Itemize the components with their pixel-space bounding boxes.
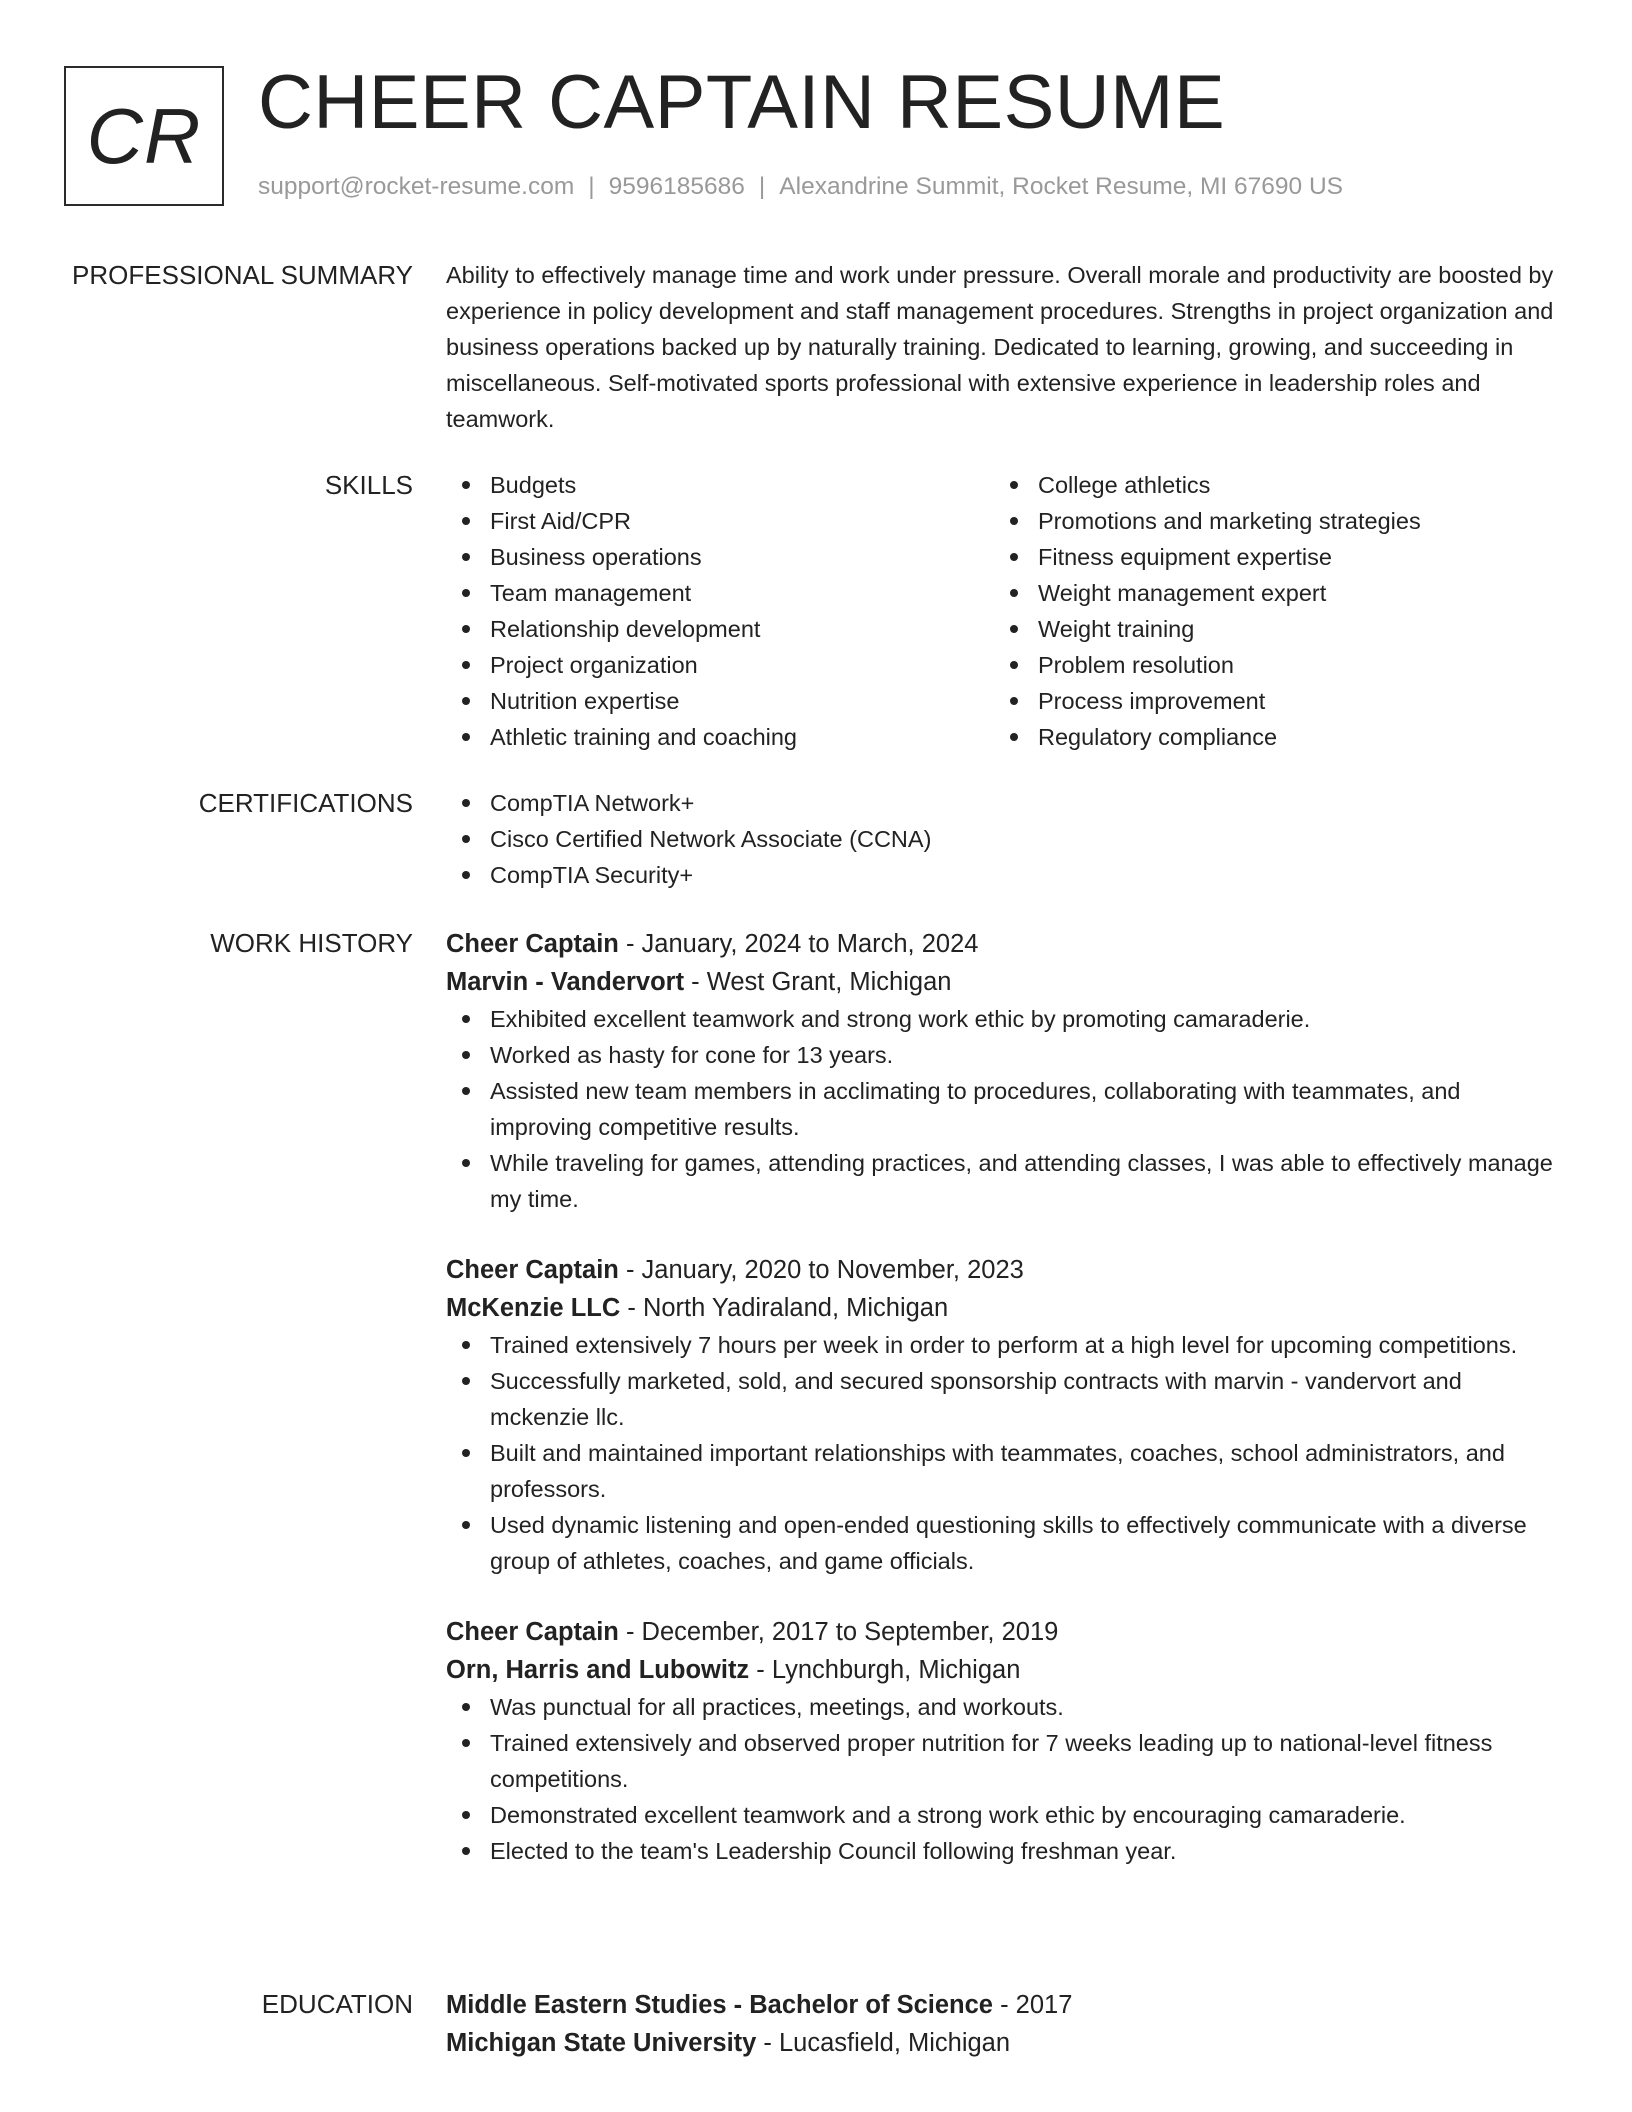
job-title-line xyxy=(446,925,1566,963)
job-bullet-list xyxy=(446,1689,1566,1869)
certification-item: CompTIA Security+ xyxy=(446,857,1566,893)
skill-item: Budgets xyxy=(446,467,994,503)
education-school-line xyxy=(446,2024,1566,2062)
skill-item: Athletic training and coaching xyxy=(446,719,994,755)
skill-item: Problem resolution xyxy=(994,647,1542,683)
skill-item: Promotions and marketing strategies xyxy=(994,503,1542,539)
job-entry xyxy=(446,925,1566,1217)
job-bullet: Demonstrated excellent teamwork and a strong work ethic by encouraging camaraderie. xyxy=(446,1797,1566,1833)
job-title-line xyxy=(446,1251,1566,1289)
job-bullet: Successfully marketed, sold, and secured sponsorship contracts with marvin - vandervort and mckenzie llc. xyxy=(446,1363,1566,1435)
jobs-container xyxy=(446,925,1566,1903)
contact-separator: | xyxy=(758,173,766,200)
job-bullet: Used dynamic listening and open-ended questioning skills to effectively communicate with a diverse group of athletes, coaches, and game officials. xyxy=(446,1507,1566,1579)
job-company-line xyxy=(446,1289,1566,1327)
job-entry xyxy=(446,1251,1566,1579)
resume-title: CHEER CAPTAIN RESUME xyxy=(258,60,1226,145)
section-heading: SKILLS xyxy=(324,470,413,500)
job-bullet-list xyxy=(446,1327,1566,1579)
job-company: Orn, Harris and Lubowitz xyxy=(446,1656,750,1684)
job-title-line xyxy=(446,1613,1566,1651)
contact-email[interactable]: support@rocket-resume.com xyxy=(258,173,575,200)
skills-list-left xyxy=(446,467,994,755)
job-bullet: Worked as hasty for cone for 13 years. xyxy=(446,1037,1566,1073)
job-location: - West Grant, Michigan xyxy=(684,968,952,996)
skills-list-right xyxy=(994,467,1542,755)
section-heading: PROFESSIONAL SUMMARY xyxy=(72,260,413,290)
contact-separator: | xyxy=(588,173,595,200)
job-dates: - January, 2024 to March, 2024 xyxy=(618,930,979,958)
section-heading: WORK HISTORY xyxy=(210,928,413,958)
job-bullet: Elected to the team's Leadership Council following freshman year. xyxy=(446,1833,1566,1869)
skill-item: Nutrition expertise xyxy=(446,683,994,719)
monogram-logo: CR xyxy=(64,66,224,206)
education-location: - Lucasfield, Michigan xyxy=(756,2029,1011,2057)
skill-item: Process improvement xyxy=(994,683,1542,719)
education-school: Michigan State University xyxy=(446,2029,757,2057)
job-role: Cheer Captain xyxy=(446,1256,619,1284)
job-role: Cheer Captain xyxy=(446,1618,619,1646)
education-degree: Middle Eastern Studies - Bachelor of Science xyxy=(446,1991,993,2019)
job-location: - North Yadiraland, Michigan xyxy=(620,1294,949,1322)
skill-item: College athletics xyxy=(994,467,1542,503)
job-company-line xyxy=(446,963,1566,1001)
skill-item: Relationship development xyxy=(446,611,994,647)
job-entry xyxy=(446,1613,1566,1869)
certification-item: Cisco Certified Network Associate (CCNA) xyxy=(446,821,1566,857)
summary-text: Ability to effectively manage time and work under pressure. Overall morale and productivity are boosted by experience in policy development and staff management procedures. Strengths in project organization and business operations backed up by naturally training. Dedicated to learning, growing, and succeeding in miscellaneous. Self-motivated sports professional with extensive experience in leadership roles and teamwork. xyxy=(446,262,1554,432)
certifications-list xyxy=(446,785,1566,893)
skill-item: Weight training xyxy=(994,611,1542,647)
certification-item: CompTIA Network+ xyxy=(446,785,1566,821)
skill-item: First Aid/CPR xyxy=(446,503,994,539)
job-company: McKenzie LLC xyxy=(446,1294,621,1322)
skill-item: Regulatory compliance xyxy=(994,719,1542,755)
skill-item: Team management xyxy=(446,575,994,611)
job-company-line xyxy=(446,1651,1566,1689)
job-bullet-list xyxy=(446,1001,1566,1217)
job-location: - Lynchburgh, Michigan xyxy=(749,1656,1021,1684)
skill-item: Project organization xyxy=(446,647,994,683)
job-bullet: While traveling for games, attending practices, and attending classes, I was able to effectively manage my time. xyxy=(446,1145,1566,1217)
job-company: Marvin - Vandervort xyxy=(446,968,685,996)
education-degree-line xyxy=(446,1986,1566,2024)
skill-item: Fitness equipment expertise xyxy=(994,539,1542,575)
contact-address: Alexandrine Summit, Rocket Resume, MI 67690 US xyxy=(779,173,1344,200)
contact-phone[interactable]: 9596185686 xyxy=(608,173,745,200)
job-dates: - January, 2020 to November, 2023 xyxy=(618,1256,1024,1284)
section-heading: CERTIFICATIONS xyxy=(198,788,413,818)
job-dates: - December, 2017 to September, 2019 xyxy=(618,1618,1059,1646)
job-bullet: Was punctual for all practices, meetings, and workouts. xyxy=(446,1689,1566,1725)
skill-item: Business operations xyxy=(446,539,994,575)
job-bullet: Trained extensively and observed proper nutrition for 7 weeks leading up to national-level fitness competitions. xyxy=(446,1725,1566,1797)
job-bullet: Built and maintained important relationships with teammates, coaches, school administrators, and professors. xyxy=(446,1435,1566,1507)
education-year: - 2017 xyxy=(992,1991,1073,2019)
skill-item: Weight management expert xyxy=(994,575,1542,611)
job-role: Cheer Captain xyxy=(446,930,619,958)
job-bullet: Exhibited excellent teamwork and strong work ethic by promoting camaraderie. xyxy=(446,1001,1566,1037)
section-heading: EDUCATION xyxy=(261,1989,413,2019)
contact-line xyxy=(258,173,1343,201)
job-bullet: Assisted new team members in acclimating to procedures, collaborating with teammates, and improving competitive results. xyxy=(446,1073,1566,1145)
job-bullet: Trained extensively 7 hours per week in order to perform at a high level for upcoming competitions. xyxy=(446,1327,1566,1363)
